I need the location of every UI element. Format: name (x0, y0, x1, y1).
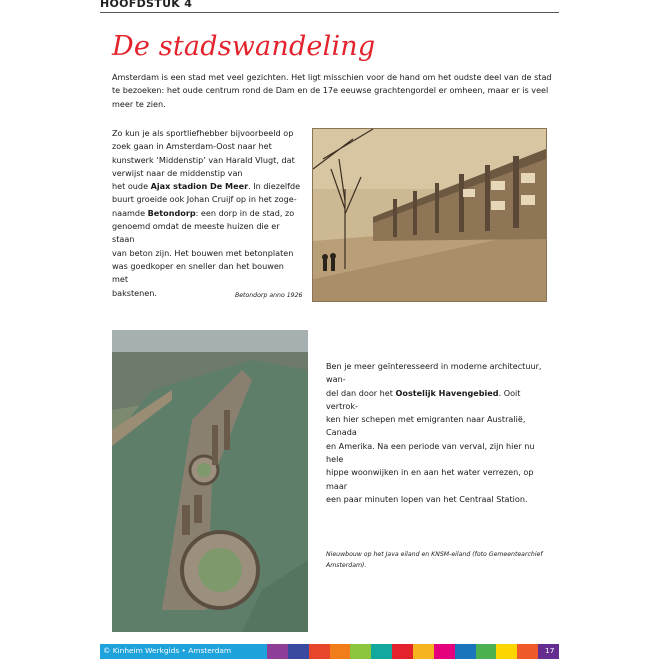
havengebied-illustration (112, 330, 308, 632)
intro-paragraph: Amsterdam is een stad met veel gezichten. Het ligt misschien voor de hand om het oudste deel van de stad te bezoeken: het oude centrum rond de Dam en de 17e eeuwse grachtengordel er omheen, maar er is veel meer te zien. (112, 72, 552, 109)
sport-paragraph (112, 127, 302, 300)
footer-color-segment (350, 644, 371, 659)
text-line: een paar minuten lopen van het Centraal Station. (326, 493, 528, 504)
betondorp-photo (312, 128, 547, 302)
text-line (326, 387, 548, 414)
text-line: kunstwerk ‘Middenstip’ van Harald Vlugt, dat (112, 154, 295, 165)
text-run: naamde (112, 207, 148, 218)
footer-color-segment (455, 644, 476, 659)
text-line: van beton zijn. Het bouwen met betonplaten (112, 247, 294, 258)
text-line: ken hier schepen met emigranten naar Australië, Canada (326, 414, 526, 438)
chapter-heading: HOOFDSTUK 4 (100, 0, 193, 10)
betondorp-highlight: Betondorp (147, 207, 196, 218)
havengebied-aerial-photo (112, 330, 308, 632)
text-line: zoek gaan in Amsterdam-Oost naar het (112, 141, 272, 152)
page-title: De stadswandeling (112, 31, 376, 62)
oostelijk-havengebied-highlight: Oostelijk Havengebied (395, 387, 499, 398)
text-line: buurt groeide ook Johan Cruijf op in het zoge- (112, 194, 297, 205)
footer-credit: © Kinheim Werkgids • Amsterdam (103, 646, 232, 655)
text-line: en Amerika. Na een periode van verval, zijn hier nu hele (326, 440, 535, 465)
footer-color-segment (309, 644, 330, 659)
text-line (112, 180, 302, 193)
ajax-stadion-highlight: Ajax stadion De Meer (150, 181, 249, 192)
footer-color-segment (392, 644, 413, 659)
text-run: . Ooit vertrok- (326, 387, 521, 411)
footer-color-segment (413, 644, 434, 659)
text-line: hippe woonwijken in en aan het water verrezen, op maar (326, 467, 534, 491)
text-line: bakstenen. (112, 287, 157, 298)
text-run: : een dorp in de stad, zo (195, 207, 295, 218)
photo-caption-havengebied: Nieuwbouw op het Java eiland en KNSM-eiland (foto Gemeentearchief Amsterdam). (326, 551, 543, 569)
text-line: Zo kun je als sportliefhebber bijvoorbeeld op (112, 128, 294, 138)
text-line: was goedkoper en sneller dan het bouwen met (112, 260, 284, 285)
havengebied-paragraph (326, 360, 548, 506)
footer-color-segment (246, 644, 267, 659)
page-number: 17 (545, 646, 555, 655)
footer-color-segment (517, 644, 538, 659)
text-line: Ben je meer geïnteresseerd in moderne architectuur, wan- (326, 361, 542, 385)
betondorp-illustration (313, 129, 546, 301)
footer-color-segment (434, 644, 455, 659)
text-line: verwijst naar de middenstip van (112, 167, 243, 178)
photo-caption-betondorp: Betondorp anno 1926 (235, 292, 303, 299)
text-run: . In diezelfde (248, 181, 301, 192)
text-line: genoemd omdat de meeste huizen die er staan (112, 221, 280, 245)
footer-color-segment (267, 644, 288, 659)
footer-color-segment (476, 644, 497, 659)
text-line (112, 207, 302, 220)
text-run: het oude (112, 181, 151, 192)
footer-color-segment (330, 644, 351, 659)
footer-color-segment (288, 644, 309, 659)
text-run: del dan door het (326, 387, 396, 398)
header-rule (100, 12, 559, 13)
footer-color-segment (371, 644, 392, 659)
footer-color-segment (496, 644, 517, 659)
